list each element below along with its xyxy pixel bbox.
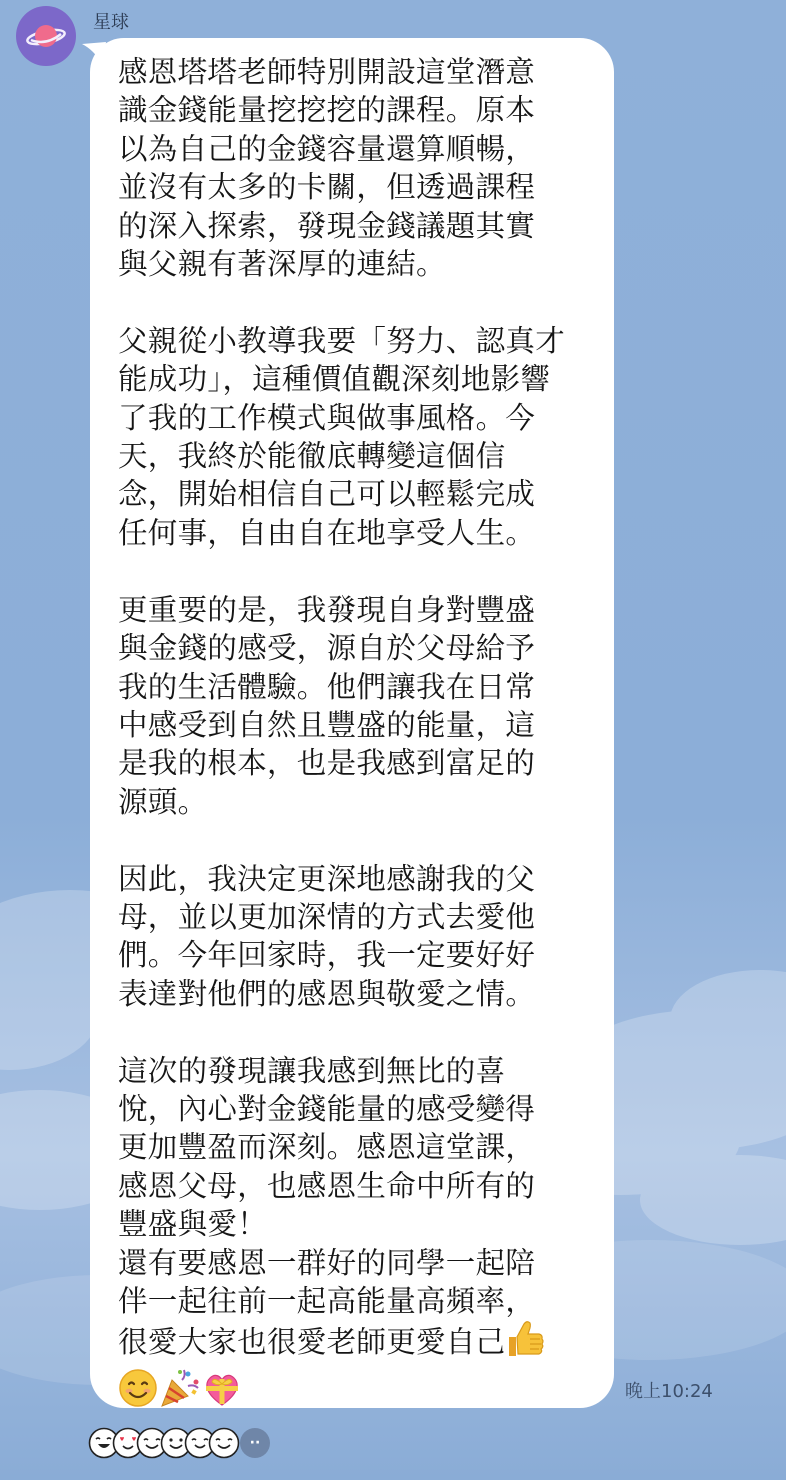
message-paragraph: 因此，我決定更深地感謝我的父 母，並以更加深情的方式去愛他 們。今年回家時，我一定要好好 表達對他們的感恩與敬愛之情。 [118,861,536,1011]
message-timestamp: 晚上10:24 [625,1381,713,1402]
more-reactions-button[interactable]: ·· [240,1428,270,1458]
message-body [118,53,590,1417]
sender-name: 星球 [93,12,129,33]
message-paragraph: 父親從小教導我要「努力、認真才 能成功」，這種價值觀深刻地影響 了我的工作模式與做事風格。今 天，我終於能徹底轉變這個信 念，開始相信自己可以輕鬆完成 任何事，自由自在地享受人生。 [118,323,566,550]
message-bubble[interactable] [90,38,614,1408]
heart-with-ribbon-icon [202,1370,242,1417]
message-paragraph: 感恩塔塔老師特別開設這堂潛意 識金錢能量挖挖挖的課程。原本 以為自己的金錢容量還算順暢， 並沒有太多的卡關，但透過課程 的深入探索，發現金錢議題其實 與父親有著深厚的連結。 [118,55,536,282]
party-popper-icon [158,1368,202,1417]
message-paragraph: 這次的發現讓我感到無比的喜 悅，內心對金錢能量的感受變得 更加豐盈而深刻。感恩這堂課， 感恩父母，也感恩生命中所有的 豐盛與愛！ 還有要感恩一群好的同學一起陪 伴一起往前一起高能量高頻率， 很愛大家也很愛老師更愛自己 [118,1053,536,1360]
reactions-bar[interactable] [88,1424,270,1462]
smiling-face-icon [118,1368,158,1417]
thumbs-up-icon [505,1320,545,1367]
sender-avatar[interactable] [16,6,76,66]
planet-icon [26,16,66,56]
smiling-face-icon [208,1427,240,1459]
reaction-face-6[interactable] [208,1427,240,1459]
message-paragraph: 更重要的是，我發現自身對豐盛 與金錢的感受，源自於父母給予 我的生活體驗。他們讓我在日常 中感受到自然且豐盛的能量，這 是我的根本，也是我感到富足的 源頭。 [118,592,536,819]
